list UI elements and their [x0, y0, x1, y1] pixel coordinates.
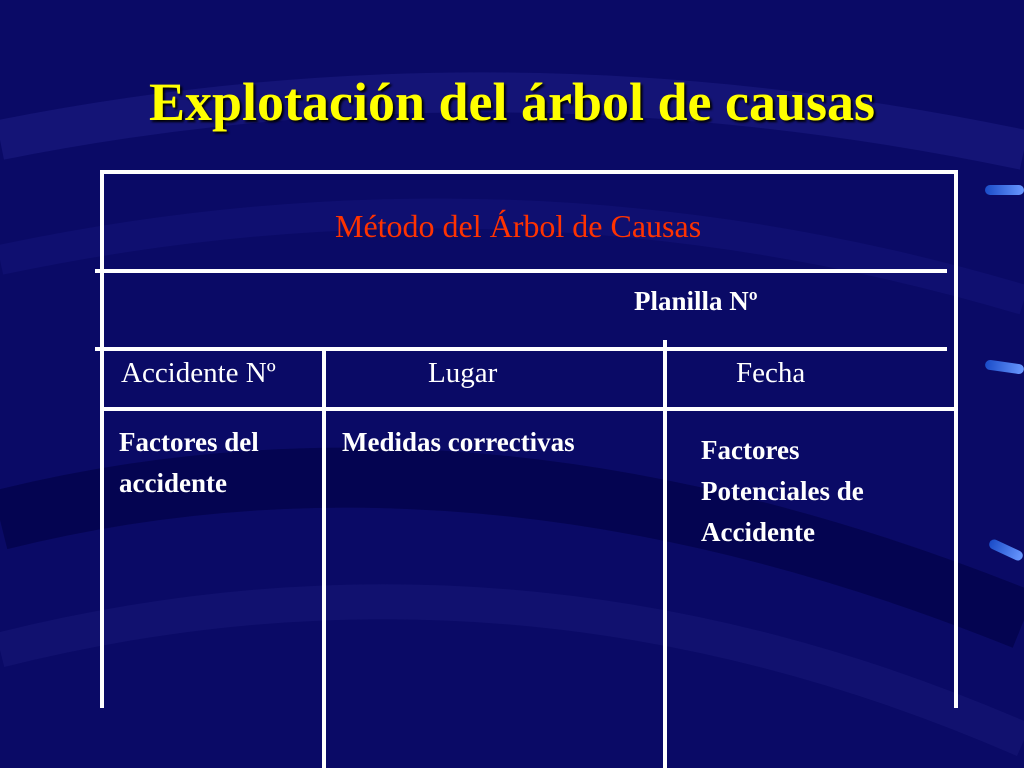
fecha-label: Fecha — [736, 357, 806, 389]
header-line: Factores — [701, 435, 800, 465]
form-left-border — [100, 170, 104, 708]
column-divider-left — [322, 350, 326, 768]
planilla-divider — [95, 347, 947, 351]
accidente-label: Accidente Nº — [121, 357, 276, 389]
form-top-border — [100, 170, 958, 174]
planilla-label: Planilla Nº — [634, 286, 758, 316]
header-line: Potenciales de — [701, 476, 864, 506]
form-right-border — [954, 170, 958, 708]
factores-accidente-column-header — [119, 422, 259, 504]
factores-potenciales-column-header — [701, 430, 864, 553]
medidas-correctivas-column-header: Medidas correctivas — [342, 427, 575, 457]
slide-title: Explotación del árbol de causas — [148, 72, 876, 132]
heading-divider — [95, 269, 947, 273]
column-divider-right — [663, 340, 667, 768]
lugar-label: Lugar — [428, 357, 498, 389]
info-row-divider — [100, 407, 958, 411]
header-line: accidente — [119, 468, 227, 498]
decorative-stripe — [985, 185, 1024, 195]
header-line: Factores del — [119, 427, 259, 457]
form-heading: Método del Árbol de Causas — [335, 208, 702, 244]
header-line: Accidente — [701, 517, 815, 547]
